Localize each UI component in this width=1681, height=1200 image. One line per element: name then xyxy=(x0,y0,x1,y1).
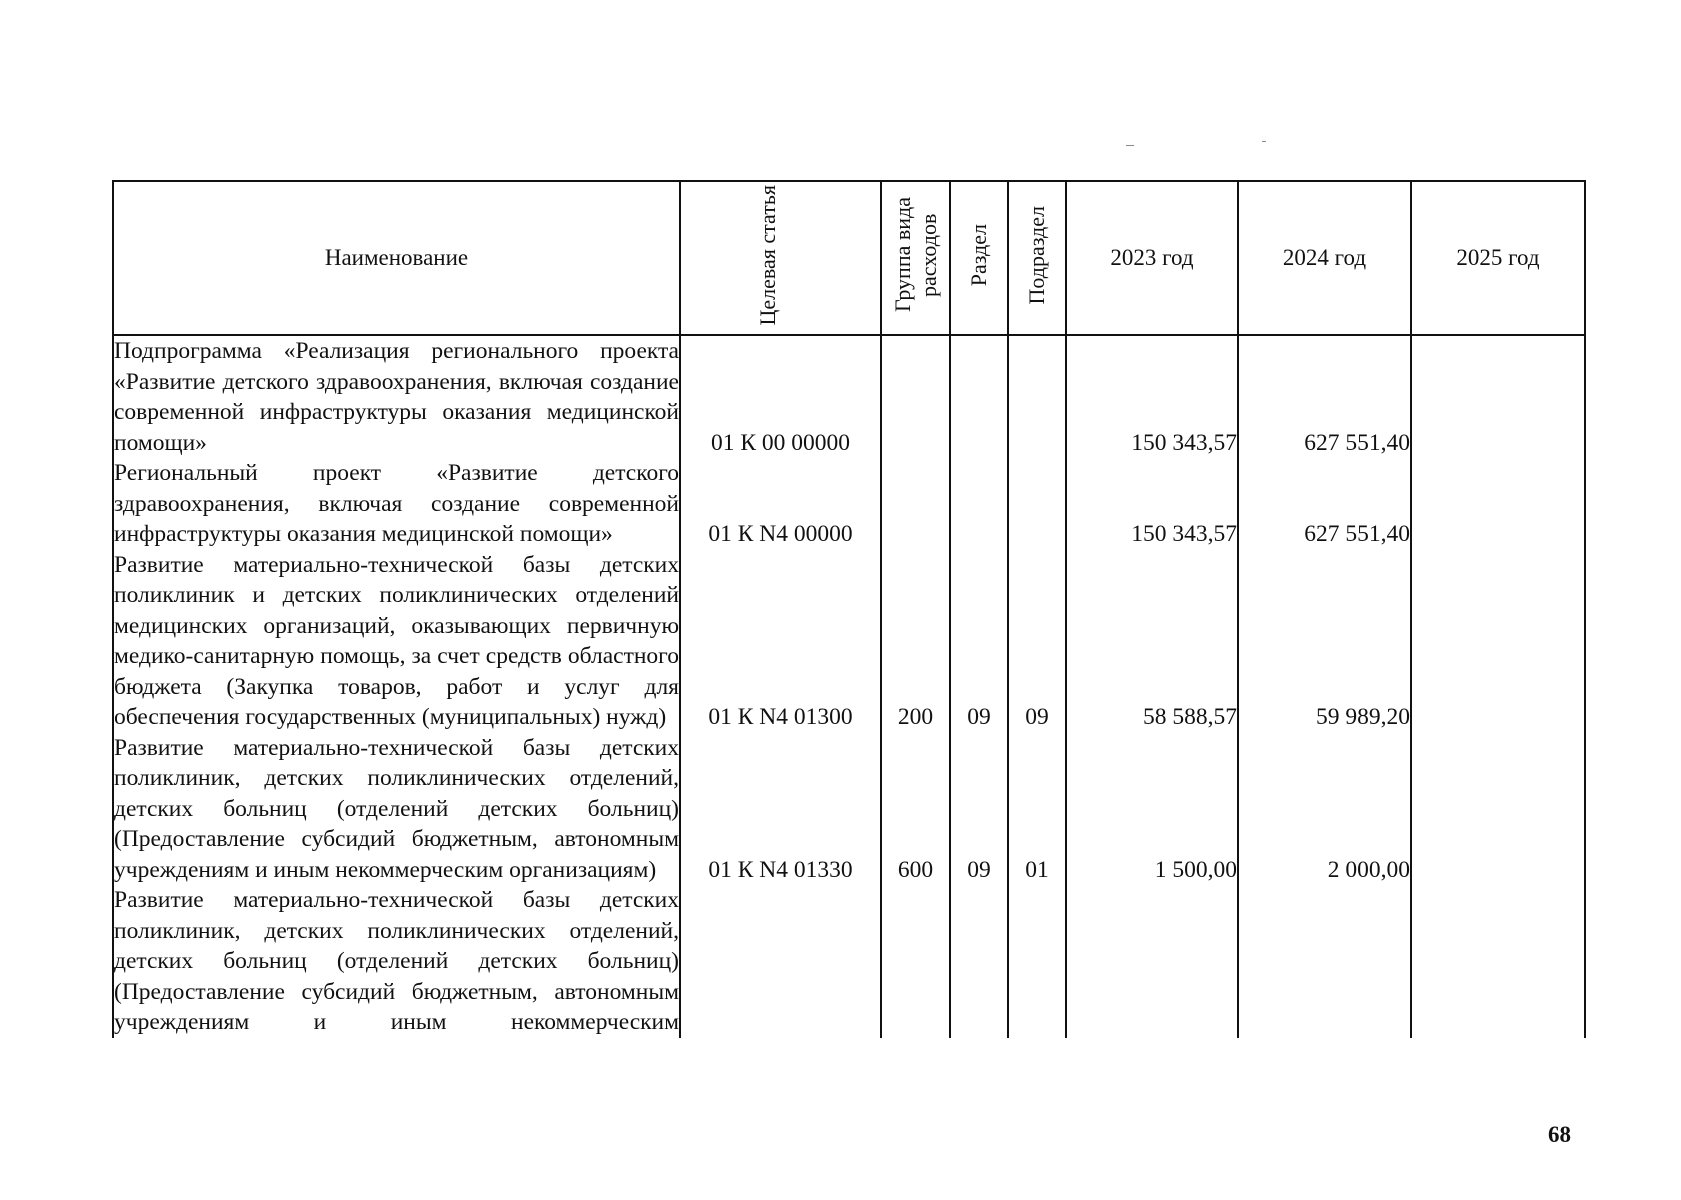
table-header-row xyxy=(113,181,1585,335)
row-expense-group: 200 xyxy=(881,550,950,733)
row-subsection: 01 xyxy=(1008,733,1066,886)
row-expense-group xyxy=(881,335,950,458)
table-row xyxy=(113,335,1585,458)
row-subsection xyxy=(1008,458,1066,550)
scan-mark xyxy=(1262,141,1266,142)
row-name: Региональный проект «Развитие детского здравоохранения, включая создание современной инфраструктуры оказания медицинской помощи» xyxy=(113,458,680,550)
row-name: Развитие материально-технической базы детских поликлиник и детских поликлинических отделений медицинских организаций, оказывающих первичную медико-санитарную помощь, за счет средств областного бюджета (Закупка товаров, работ и услуг для обеспечения государственных (муниципальных) нужд) xyxy=(113,550,680,733)
budget-table-area xyxy=(112,180,1584,1100)
row-subsection: 09 xyxy=(1008,550,1066,733)
row-expense-group xyxy=(881,885,950,1038)
row-year-2024: 627 551,40 xyxy=(1238,458,1411,550)
header-subsection-label: Подраздел xyxy=(1024,205,1049,305)
row-year-2025 xyxy=(1411,335,1585,458)
header-subsection xyxy=(1008,181,1066,335)
row-year-2025 xyxy=(1411,733,1585,886)
row-name: Подпрограмма «Реализация регионального проекта «Развитие детского здравоохранения, включая создание современной инфраструктуры оказания медицинской помощи» xyxy=(113,335,680,458)
header-expense-group xyxy=(881,181,950,335)
row-year-2023: 1 500,00 xyxy=(1066,733,1238,886)
row-year-2024: 627 551,40 xyxy=(1238,335,1411,458)
budget-table xyxy=(112,180,1586,1038)
header-expense-group-label: Группа вида расходов xyxy=(889,197,941,313)
header-target-article xyxy=(680,181,881,335)
row-year-2025 xyxy=(1411,885,1585,1038)
header-name: Наименование xyxy=(113,181,680,335)
row-target-article: 01 К N4 01300 xyxy=(680,550,881,733)
header-year-2024: 2024 год xyxy=(1238,181,1411,335)
row-section xyxy=(950,458,1008,550)
table-row xyxy=(113,550,1585,733)
header-section-label: Раздел xyxy=(966,223,991,287)
row-expense-group: 600 xyxy=(881,733,950,886)
header-section xyxy=(950,181,1008,335)
header-year-2023: 2023 год xyxy=(1066,181,1238,335)
row-target-article: 01 К 00 00000 xyxy=(680,335,881,458)
header-year-2025: 2025 год xyxy=(1411,181,1585,335)
row-section: 09 xyxy=(950,733,1008,886)
row-target-article: 01 К N4 01330 xyxy=(680,733,881,886)
row-year-2025 xyxy=(1411,550,1585,733)
row-year-2024: 2 000,00 xyxy=(1238,733,1411,886)
row-expense-group xyxy=(881,458,950,550)
row-subsection xyxy=(1008,335,1066,458)
table-row xyxy=(113,885,1585,1038)
row-year-2023: 150 343,57 xyxy=(1066,458,1238,550)
row-year-2023: 58 588,57 xyxy=(1066,550,1238,733)
table-row xyxy=(113,733,1585,886)
row-target-article: 01 К N4 00000 xyxy=(680,458,881,550)
row-target-article xyxy=(680,885,881,1038)
row-name: Развитие материально-технической базы детских поликлиник, детских поликлинических отделений, детских больниц (отделений детских больниц) (Предоставление субсидий бюджетным, автономным учреждениям и иным некоммерческим организациям) xyxy=(113,733,680,886)
scan-mark xyxy=(1126,145,1134,146)
row-year-2023 xyxy=(1066,885,1238,1038)
row-year-2023: 150 343,57 xyxy=(1066,335,1238,458)
page-number: 68 xyxy=(1548,1122,1571,1147)
row-section xyxy=(950,885,1008,1038)
row-year-2024 xyxy=(1238,885,1411,1038)
row-year-2024: 59 989,20 xyxy=(1238,550,1411,733)
row-subsection xyxy=(1008,885,1066,1038)
row-year-2025 xyxy=(1411,458,1585,550)
row-name: Развитие материально-технической базы детских поликлиник, детских поликлинических отделений, детских больниц (отделений детских больниц) (Предоставление субсидий бюджетным, автономным учреждениям и иным некоммерческим xyxy=(113,885,680,1038)
row-section: 09 xyxy=(950,550,1008,733)
row-section xyxy=(950,335,1008,458)
header-target-article-label: Целевая статья xyxy=(754,184,780,326)
table-row xyxy=(113,458,1585,550)
